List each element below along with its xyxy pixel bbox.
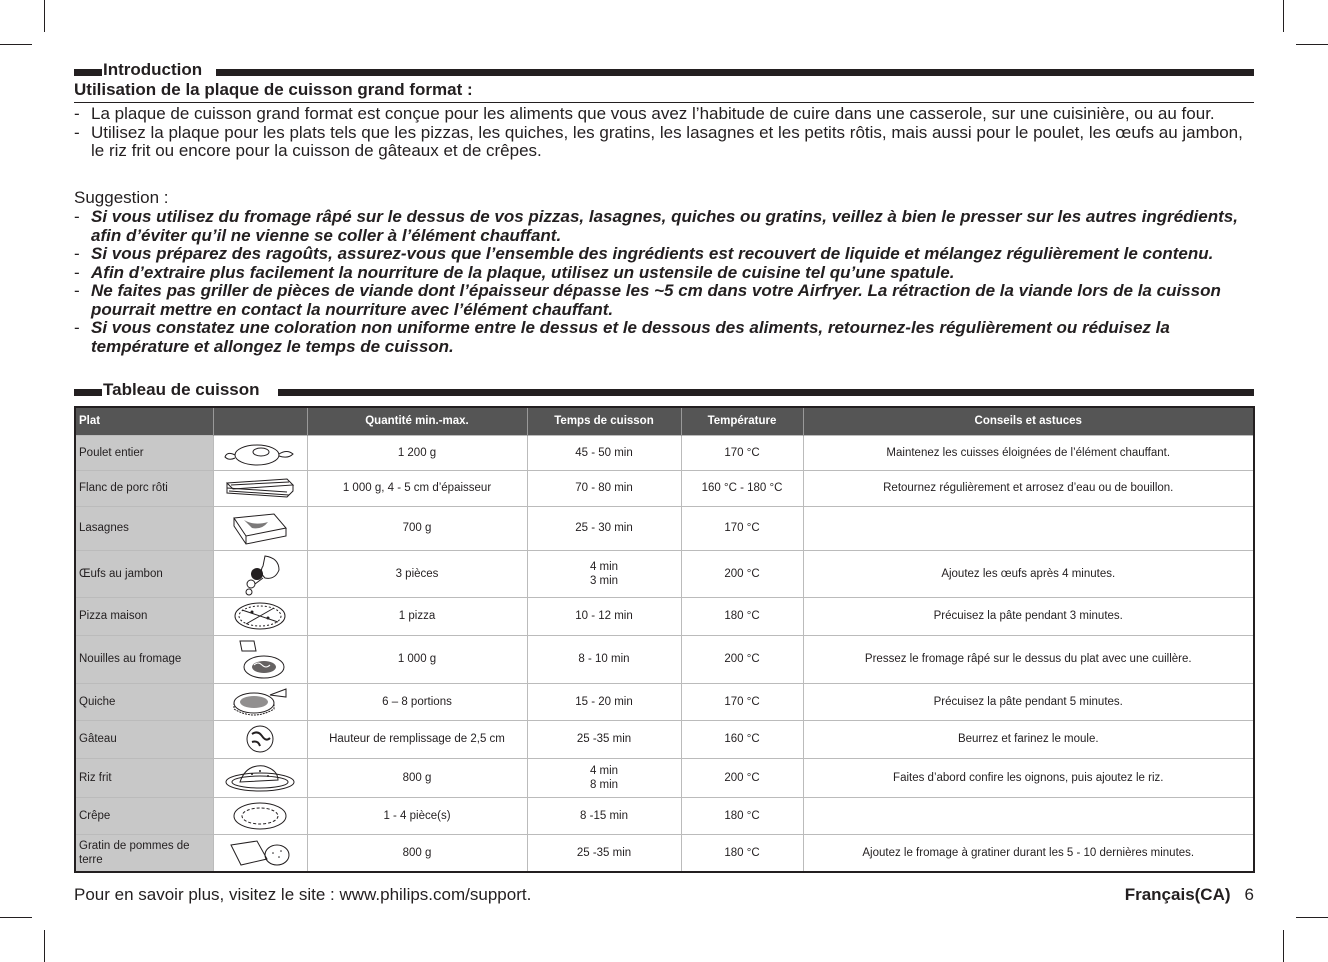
cell-time-line: 8 min (589, 778, 619, 791)
ham-eggs-icon (235, 552, 285, 596)
table-row (75, 720, 1254, 758)
table-row (75, 683, 1254, 720)
header-bar (74, 389, 102, 396)
cell-qty: 1 200 g (307, 435, 527, 470)
list-dash: - (74, 207, 80, 226)
cell-qty: 700 g (307, 506, 527, 550)
list-item-text: La plaque de cuisson grand format est conçue pour les aliments que vous avez l’habitude de cuire dans une casserole, sur une cuisinière, ou au four. (91, 104, 1215, 123)
table-title: Tableau de cuisson (103, 380, 260, 399)
support-link[interactable]: Pour en savoir plus, visitez le site : www.philips.com/support. (74, 885, 532, 904)
list-dash: - (74, 104, 80, 123)
cell-tips: Précuisez la pâte pendant 3 minutes. (803, 597, 1254, 635)
cell-time-line: 8 - 10 min (578, 653, 630, 665)
list-item-text: Afin d’extraire plus facilement la nourriture de la plaque, utilisez un ustensile de cuisine tel qu’une spatule. (91, 262, 955, 282)
cell-qty: 3 pièces (307, 550, 527, 597)
cell-qty: Hauteur de remplissage de 2,5 cm (307, 720, 527, 758)
table-row (75, 597, 1254, 635)
cell-tips: Pressez le fromage râpé sur le dessus du plat avec une cuillère. (803, 635, 1254, 683)
cell-temp: 180 °C (681, 597, 803, 635)
list-item (74, 319, 1254, 356)
page-footer-right (1125, 884, 1254, 906)
table-header-row (75, 407, 1254, 435)
cell-time-line: 10 - 12 min (575, 610, 633, 622)
cell-plat: Flanc de porc rôti (75, 470, 213, 506)
list-dash: - (74, 281, 80, 300)
cell-time-line: 4 min (589, 764, 619, 777)
suggestion-label: Suggestion : (74, 188, 169, 207)
col-header-qty: Quantité min.-max. (307, 407, 527, 435)
col-header-image (213, 407, 307, 435)
cell-plat: Lasagnes (75, 506, 213, 550)
intro-title: Introduction (103, 60, 203, 79)
language-label: Français(CA) (1124, 885, 1231, 904)
cell-plat: Nouilles au fromage (75, 635, 213, 683)
cell-tips: Maintenez les cuisses éloignées de l’élément chauffant. (803, 435, 1254, 470)
whole-chicken-icon (221, 438, 299, 468)
header-bar (278, 389, 1254, 396)
table-row (75, 834, 1254, 872)
list-item-text: Si vous constatez une coloration non uniforme entre le dessus et le dessous des aliments, retournez-les régulièrement ou réduisez la température et allongez le temps de cuisson. (91, 318, 1170, 356)
crop-mark (44, 930, 45, 962)
cell-plat: Pizza maison (75, 597, 213, 635)
cell-time (527, 550, 681, 597)
cell-time-line: 25 -35 min (576, 846, 632, 859)
cell-temp: 200 °C (681, 758, 803, 797)
crepe-icon (230, 800, 290, 832)
noodles-cheese-icon (232, 637, 288, 681)
cell-temp: 200 °C (681, 550, 803, 597)
list-item-text: Utilisez la plaque pour les plats tels que les pizzas, les quiches, les gratins, les lasagnes et les petits rôtis, mais aussi pour le poulet, les œufs au jambon, le riz frit ou encore pour la cuisson de gâteaux et de crêpes. (91, 122, 1243, 160)
cell-tips: Ajoutez les œufs après 4 minutes. (803, 550, 1254, 597)
cell-time-line: 25 - 30 min (575, 522, 633, 534)
cell-temp: 170 °C (681, 435, 803, 470)
cell-tips: Retournez régulièrement et arrosez d’eau ou de bouillon. (803, 470, 1254, 506)
cell-time (527, 683, 681, 720)
cell-qty: 1 000 g (307, 635, 527, 683)
suggestion-list (74, 208, 1254, 356)
crop-mark (0, 44, 32, 45)
table-section-header (74, 380, 1254, 400)
cell-qty: 6 – 8 portions (307, 683, 527, 720)
pizza-icon (230, 600, 290, 632)
list-dash: - (74, 122, 80, 142)
cell-tips: Précuisez la pâte pendant 5 minutes. (803, 683, 1254, 720)
potato-gratin-icon (227, 837, 293, 869)
list-item-text: Ne faites pas griller de pièces de viande dont l’épaisseur dépasse les ~5 cm dans votre Airfryer. La rétraction de la viande lors de la cuisson pourrait mettre en contact la nourriture avec l’élément chauffant. (91, 281, 1221, 319)
crop-mark (1296, 917, 1328, 918)
header-bar (216, 69, 1254, 76)
cell-plat: Crêpe (75, 797, 213, 834)
usage-list (74, 105, 1254, 161)
list-item (74, 208, 1254, 245)
usage-subheading: Utilisation de la plaque de cuisson grand format : (74, 80, 1254, 103)
cell-time-line: 3 min (589, 574, 619, 587)
table-row (75, 435, 1254, 470)
cell-temp: 180 °C (681, 797, 803, 834)
list-item (74, 245, 1254, 264)
page-number: 6 (1244, 885, 1254, 904)
cell-qty: 800 g (307, 758, 527, 797)
cell-plat: Quiche (75, 683, 213, 720)
cell-time (527, 834, 681, 872)
cell-time-line: 45 - 50 min (575, 446, 633, 459)
list-item (74, 282, 1254, 319)
cell-tips: Ajoutez le fromage à gratiner durant les 5 - 10 dernières minutes. (803, 834, 1254, 872)
cell-time (527, 470, 681, 506)
table-row (75, 635, 1254, 683)
cell-plat: Gratin de pommes de terre (75, 834, 213, 872)
cell-qty: 1 - 4 pièce(s) (307, 797, 527, 834)
cell-time (527, 720, 681, 758)
cell-time-line: 15 - 20 min (575, 695, 633, 708)
table-row (75, 506, 1254, 550)
list-dash: - (74, 244, 80, 263)
crop-mark (44, 0, 45, 32)
list-dash: - (74, 318, 80, 337)
crop-mark (1283, 0, 1284, 32)
crop-mark (1296, 44, 1328, 45)
cell-tips: Beurrez et farinez le moule. (803, 720, 1254, 758)
col-header-temp: Température (681, 407, 803, 435)
cell-time (527, 797, 681, 834)
cooking-table (74, 406, 1255, 873)
col-header-plat: Plat (75, 407, 213, 435)
cell-time-line: 70 - 80 min (575, 482, 633, 494)
cell-tips (803, 506, 1254, 550)
quiche-icon (230, 685, 290, 719)
cell-tips (803, 797, 1254, 834)
header-bar (74, 69, 102, 76)
cell-time-line: 4 min (589, 560, 619, 573)
cell-time (527, 435, 681, 470)
cell-qty: 1 pizza (307, 597, 527, 635)
cell-plat: Poulet entier (75, 435, 213, 470)
list-item (74, 124, 1254, 161)
cell-qty: 1 000 g, 4 - 5 cm d’épaisseur (307, 470, 527, 506)
cell-time (527, 597, 681, 635)
cell-time-line: 25 -35 min (576, 733, 632, 745)
crop-mark (1283, 930, 1284, 962)
col-header-time: Temps de cuisson (527, 407, 681, 435)
cell-time (527, 758, 681, 797)
list-item (74, 264, 1254, 283)
cell-temp: 160 °C (681, 720, 803, 758)
cell-plat: Gâteau (75, 720, 213, 758)
list-item-text: Si vous utilisez du fromage râpé sur le dessus de vos pizzas, lasagnes, quiches ou gratins, veillez à bien le presser sur les autres ingrédients, afin d’éviter qu’il ne vienne se coller à l’élément chauffant. (91, 207, 1238, 245)
cell-temp: 180 °C (681, 834, 803, 872)
cell-qty: 800 g (307, 834, 527, 872)
crop-mark (0, 917, 32, 918)
cell-time (527, 635, 681, 683)
cell-plat: Riz frit (75, 758, 213, 797)
cell-temp: 160 °C - 180 °C (681, 470, 803, 506)
table-row (75, 758, 1254, 797)
cake-icon (240, 722, 280, 756)
intro-section-header (74, 60, 1254, 80)
table-row (75, 550, 1254, 597)
list-dash: - (74, 262, 80, 282)
table-row (75, 797, 1254, 834)
cell-time-line: 8 -15 min (580, 809, 628, 822)
list-item-text: Si vous préparez des ragoûts, assurez-vous que l’ensemble des ingrédients est recouvert de liquide et mélangez régulièrement le contenu. (91, 244, 1214, 263)
table-row (75, 470, 1254, 506)
fried-rice-icon (222, 762, 298, 794)
lasagna-icon (228, 510, 292, 546)
cell-plat: Œufs au jambon (75, 550, 213, 597)
cell-time (527, 506, 681, 550)
cell-temp: 170 °C (681, 683, 803, 720)
cell-temp: 200 °C (681, 635, 803, 683)
col-header-tips: Conseils et astuces (803, 407, 1254, 435)
cell-tips: Faites d’abord confire les oignons, puis ajoutez le riz. (803, 758, 1254, 797)
list-item (74, 105, 1254, 124)
cell-temp: 170 °C (681, 506, 803, 550)
pork-belly-icon (221, 473, 299, 503)
